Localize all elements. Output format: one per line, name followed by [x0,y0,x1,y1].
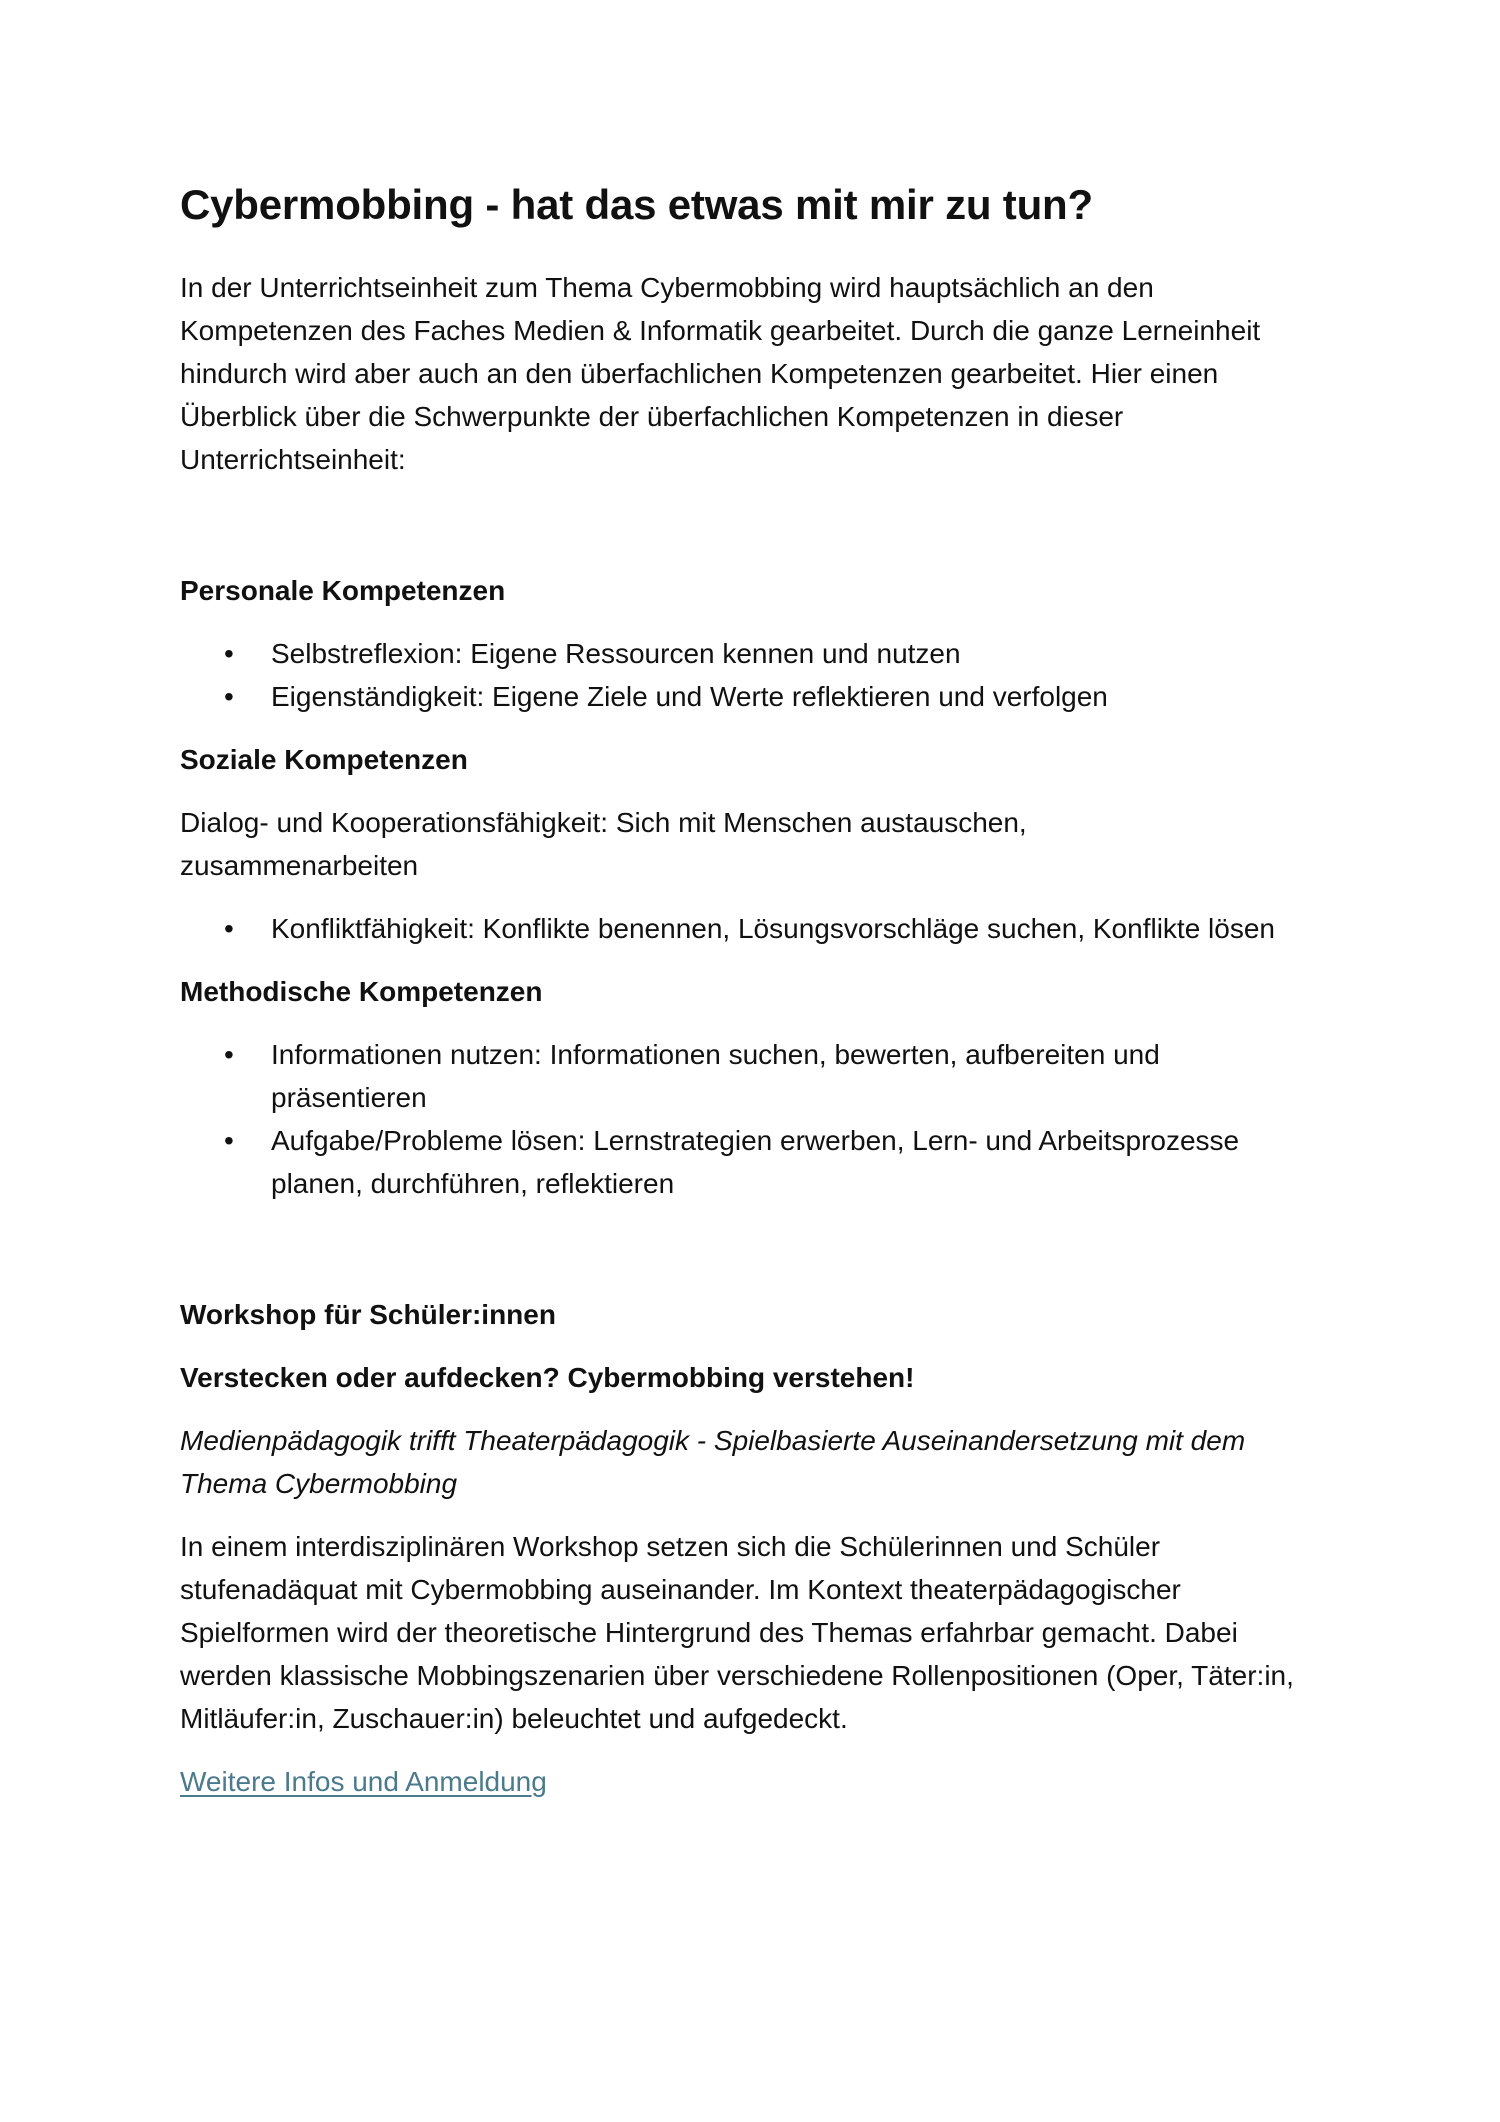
workshop-tagline: Medienpädagogik trifft Theaterpädagogik - Spielbasierte Auseinandersetzung mit dem Thema Cybermobbing [180,1425,1246,1499]
bullet-icon: • [224,1125,234,1156]
personal-competences-list [180,632,1340,718]
bullet-icon: • [224,913,234,944]
social-competences-heading: Soziale Kompetenzen [180,744,468,775]
workshop-description: In einem interdisziplinären Workshop setzen sich die Schülerinnen und Schüler stufenadäquat mit Cybermobbing auseinander. Im Kontext theaterpädagogischer Spielformen wird der theoretische Hintergrund des Themas erfahrbar gemacht. Dabei werden klassische Mobbingszenarien über verschiedene Rollenpositionen (Oper, Täter:in, Mitläufer:in, Zuschauer:in) beleuchtet und aufgedeckt. [180,1531,1294,1734]
methodical-competences-heading: Methodische Kompetenzen [180,976,543,1007]
social-competences-list [180,907,1340,950]
list-item [180,907,1340,950]
list-item-text: Eigenständigkeit: Eigene Ziele und Werte reflektieren und verfolgen [271,681,1108,712]
list-item-text: Informationen nutzen: Informationen suchen, bewerten, aufbereiten und präsentieren [271,1039,1160,1113]
more-info-link[interactable]: Weitere Infos und Anmeldung [180,1766,547,1797]
bullet-icon: • [224,638,234,669]
list-item [180,1119,1280,1205]
intro-paragraph: In der Unterrichtseinheit zum Thema Cybermobbing wird hauptsächlich an den Kompetenzen des Faches Medien & Informatik gearbeitet. Durch die ganze Lerneinheit hindurch wird aber auch an den überfachlichen Kompetenzen gearbeitet. Hier einen Überblick über die Schwerpunkte der überfachlichen Kompetenzen in dieser Unterrichtseinheit: [180,272,1261,475]
document-page [180,180,1340,1803]
list-item [180,1033,1280,1119]
workshop-heading: Workshop für Schüler:innen [180,1299,556,1330]
list-item [180,632,1340,675]
personal-competences-heading: Personale Kompetenzen [180,575,506,606]
workshop-subheading: Verstecken oder aufdecken? Cybermobbing verstehen! [180,1362,915,1393]
list-item-text: Aufgabe/Probleme lösen: Lernstrategien erwerben, Lern- und Arbeitsprozesse planen, durchführen, reflektieren [271,1125,1240,1199]
list-item-text: Selbstreflexion: Eigene Ressourcen kennen und nutzen [271,638,961,669]
list-item-text: Konfliktfähigkeit: Konflikte benennen, Lösungsvorschläge suchen, Konflikte lösen [271,913,1275,944]
list-item [180,675,1340,718]
social-competences-text: Dialog- und Kooperationsfähigkeit: Sich mit Menschen austauschen, zusammenarbeiten [180,807,1027,881]
bullet-icon: • [224,1039,234,1070]
methodical-competences-list [180,1033,1280,1205]
page-title: Cybermobbing - hat das etwas mit mir zu tun? [180,181,1093,228]
bullet-icon: • [224,681,234,712]
